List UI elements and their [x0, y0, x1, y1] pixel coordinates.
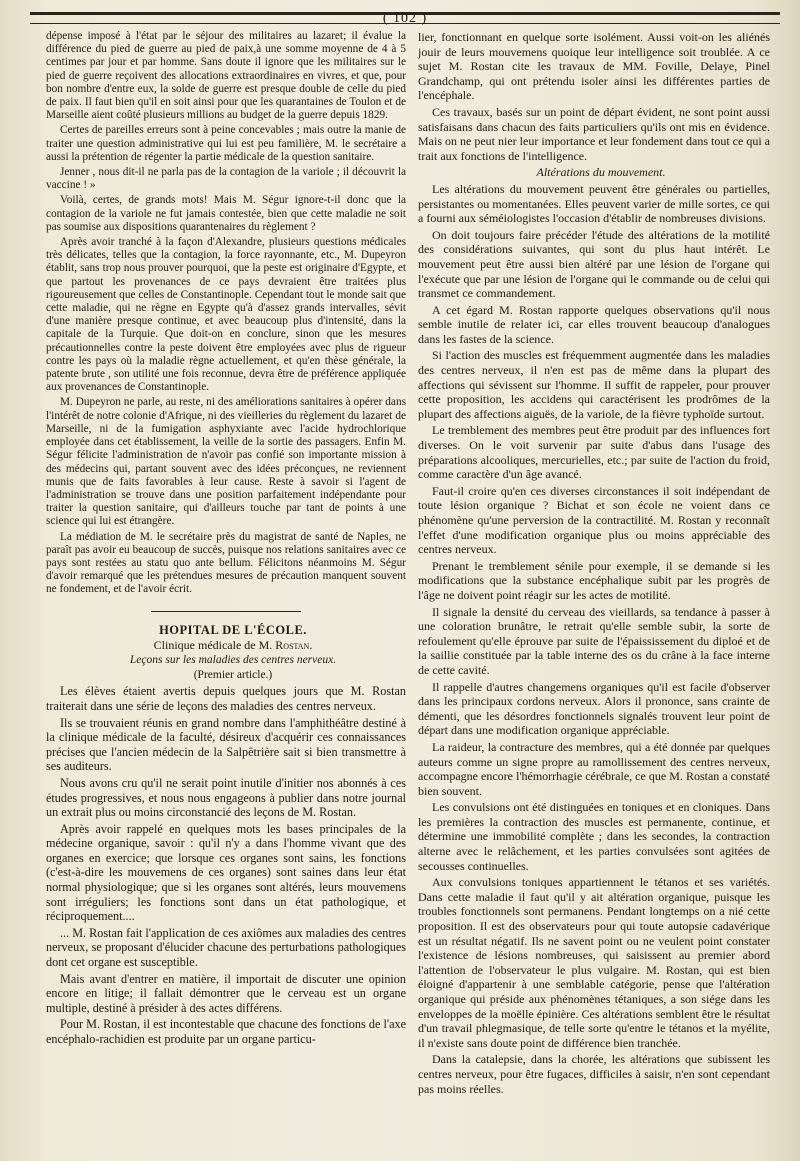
paragraph: dépense imposé à l'état par le séjour des militaires au lazaret; il évalue la différence du pied de guerre au pied de paix,à une somme moyenne de 4 à 5 centimes par jour et par homme. Sans doute il ignore que les militaires sur le pied de guerre reçoivent des allocations extraordinaires en vivres, et que, pour bon nombre d'entre eux, la solde de guerre est presque double de celle du pied de paix. Il faut bien qu'il en soit ainsi pour que les quarantaines de Toulon et de Marseille aient coûté plusieurs millions au budget de la guerre depuis 1829. [46, 30, 406, 122]
paragraph: Aux convulsions toniques appartiennent le tétanos et ses variétés. Dans cette maladie il faut qu'il y ait altération organique, puisque les troubles fonctionnels sont permanens. Pendant longtemps on a nié cette proposition. Il est des observateurs pour qui toute autopsie cadavérique est un résultat négatif. Ils ne savent point ou ne veulent point constater l'existence de lésions nombreuses, qui saisissent au premier abord l'attention de l'observateur le plus vulgaire. M. Rostan, qui est bien éloigné d'appartenir à une semblable catégorie, pense que l'altération organique qui préside aux phénomènes tétaniques, a son siége dans les enveloppes de la moëlle épinière. Ces altérations semblent être le résultat d'un travail phlegmasique, de telle sorte qu'entre le tétanos et la myélite, il n'existe sans doute point de différence bien tranchée. [418, 875, 770, 1050]
left-bottom-article [46, 684, 406, 1046]
paragraph: Si l'action des muscles est fréquemment augmentée dans les maladies des centres nerveux, il n'en est pas de même dans la plupart des affections qui sévissent sur l'homme. Il suffit de rappeler, pour prouver cette proposition, les accidens qui caractérisent les prodrômes de la plupart des affections aiguës, de la variole, de la fièvre typhoïde surtout. [418, 348, 770, 421]
clinic-heading-name: Rostan. [275, 637, 313, 652]
paragraph: On doit toujours faire précéder l'étude des altérations de la motilité des considérations suivantes, qui sont du plus haut intérêt. Le mouvement peut être aussi bien altéré par une lésion de l'organe qui l'exécute que par une lésion de l'organe qui le commande ou de celui qui transmet ce commandement. [418, 227, 770, 301]
right-column [418, 30, 770, 1098]
paragraph: Le tremblement des membres peut être produit par des influences fort diverses. On le voit survenir par suite d'abus dans l'usage des préparations alcooliques, mercurielles, etc.; par suite de l'action du froid, comme caractère d'un âge avancé. [418, 423, 770, 482]
paragraph: La médiation de M. le secrétaire près du magistrat de santé de Naples, ne paraît pas avoir eu beaucoup de succès, puisque nos relations sanitaires avec ce pays sont restées au statu quo ante bellum. Félicitons néanmoins M. Ségur d'avoir remarqué que les prétendues mesures de précaution manquent souvent ne fondement, et de l'avoir écrit. [46, 530, 406, 596]
paragraph: Les convulsions ont été distinguées en toniques et en cloniques. Dans les premières la contraction des muscles est permanente, continue, et détermine une immobilité complète ; dans les secondes, la contraction alterne avec le relâchement, et les parties convulsées sont agitées de secousses continuelles. [418, 800, 770, 873]
header-rule [30, 12, 780, 24]
clinic-heading [46, 639, 406, 652]
paragraph: Les élèves étaient avertis depuis quelques jours que M. Rostan traiterait dans une série de leçons des maladies des centres nerveux. [46, 684, 406, 713]
paragraph: Faut-il croire qu'en ces diverses circonstances il soit indépendant de toute lésion organique ? Bichat et son école ne voient dans ce phénomène qu'une perversion de la contractilité. M. Rostan y reconnaît l'effet d'une modification organique plus ou moins appréciable des centres nerveux. [418, 483, 770, 557]
left-column [46, 30, 406, 1049]
paragraph: La raideur, la contracture des membres, qui a été donnée par quelques auteurs comme un signe propre au ramollissement des centres nerveux, accompagne encore l'hémorrhagie cérébrale, ce que M. Rostan a constaté bien souvent. [418, 739, 770, 798]
paragraph: Ces travaux, basés sur un point de départ évident, ne sont point aussi satisfaisans dans chacun des faits particuliers qu'ils ont mis en évidence. Mais on ne peut nier leur importance et leur fondement dans tout ce qui a trait aux fonctions de l'intelligence. [418, 104, 770, 163]
paragraph: A cet égard M. Rostan rapporte quelques observations qu'il nous semble inutile de relater ici, car elles trouvent beaucoup d'analogues dans les fastes de la science. [418, 302, 770, 346]
paragraph: Certes de pareilles erreurs sont à peine concevables ; mais outre la manie de traiter une question administrative qui lui est peu familière, M. le secrétaire a aussi la prétention de régenter la partie médicale de la question sanitaire. [46, 124, 406, 163]
paragraph: Ils se trouvaient réunis en grand nombre dans l'amphithéâtre destiné à la clinique médicale de la faculté, désireux d'acquérir ces connaissances précises que l'ancien médecin de la Salpêtrière sait si bien transmettre à ses auditeurs. [46, 715, 406, 774]
paragraph: Après avoir rappelé en quelques mots les bases principales de la médecine organique, savoir : qu'il n'y a dans l'homme vivant que des organes en exercice; que lorsque ces organes sont sains, les fonctions (c'est-à-dire les mouvemens de ces organes) sont saines dans leur état normal physiologique; que si les organes sont altérés, leurs mouvemens sont irréguliers; les fonctions sont dans un état pathologique, et réciproquement.... [46, 821, 406, 924]
paragraph: Dans la catalepsie, dans la chorée, les altérations que subissent les centres nerveux, pour être fugaces, difficiles à saisir, n'en sont cependant pas moins réelles. [418, 1052, 770, 1096]
hospital-heading: HOPITAL DE L'ÉCOLE. [159, 622, 307, 637]
paragraph: Voilà, certes, de grands mots! Mais M. Ségur ignore-t-il donc que la contagion de la variole ne fut jamais contestée, bien que cette maladie ne soit pas soumise aux dispositions quarantenaires du règlement ? [46, 194, 406, 233]
paragraph: Mais avant d'entrer en matière, il importait de discuter une opinion encore en litige; il fallait démontrer que le cerveau est un organe multiple, destiné à présider à des actes différens. [46, 971, 406, 1015]
paragraph: Les altérations du mouvement peuvent être générales ou partielles, persistantes ou momentanées. Elles peuvent varier de mille sortes, ce qui a fourni aux séméiologistes l'occasion d'établir de nombreuses divisions. [418, 181, 770, 226]
paragraph: Il signale la densité du cerveau des vieillards, sa tendance à passer à une coloration brunâtre, le retrait qu'elle semble subir, la sorte de refoulement qu'elle éprouve par suite de l'épaississement du diploé et de la saillie constituée par la table interne des os du crâne à la face interne de cette cavité. [418, 604, 770, 677]
page-number: ( 102 ) [382, 11, 428, 26]
paragraph: ... M. Rostan fait l'application de ces axiômes aux maladies des centres nerveux, se proposant d'élucider chacune des perturbations pathologiques dont cet organe est susceptible. [46, 925, 406, 970]
clinic-heading-prefix: Clinique médicale de M. [153, 637, 276, 652]
section-divider [151, 611, 301, 612]
paragraph: Après avoir tranché à la façon d'Alexandre, plusieurs questions médicales très délicates, telles que la contagion, la force rayonnante, etc., M. Dupeyron établit, sans trop nous prouver pourquoi, que la peste est originaire d'Egypte, et que partout les provenances de ce pays devraient être traitées plus rigoureusement que celles de Constantinople. Cependant tout le monde sait que cette maladie, qui ne règne en Egypte qu'à d'assez grands intervalles, sévit d'une manière presque continue, et avec beaucoup plus d'intensité, dans la capitale de la Turquie. Que doit-on en conclure, sinon que les mesures précautionnelles contre la peste doivent être employées avec plus de rigueur contre les pays où la maladie règne actuellement, et qu'en thèse générale, la patente brute , son utilité une fois reconnue, devra être de préférence appliquée aux provenances de Constantinople. [46, 236, 406, 394]
article-label: (Premier article.) [193, 669, 273, 682]
paragraph: Il rappelle d'autres changemens organiques qu'il est facile d'observer dans les principaux cordons nerveux. Alors il prononce, sans crainte de démenti, que les désordres fonctionnels signalés trouvent leur point de départ dans une modification organique appréciable. [418, 679, 770, 738]
paragraph: Nous avons cru qu'il ne serait point inutile d'initier nos abonnés à ces études progressives, et nous nous engageons à publier dans notre journal un extrait plus ou moins circonstancié des leçons de M. Rostan. [46, 775, 406, 820]
paragraph: Prenant le tremblement sénile pour exemple, il se demande si les modifications que la substance encéphalique subit par les progrès de l'âge ne doivent point réagir sur les actes de motilité. [418, 558, 770, 602]
paragraph: Jenner , nous dit-il ne parla pas de la contagion de la variole ; il découvrit la vaccine ! » [46, 166, 406, 192]
left-top-article [46, 30, 406, 597]
paragraph: Pour M. Rostan, il est incontestable que chacune des fonctions de l'axe encéphalo-rachidien est produite par un organe particu- [46, 1017, 406, 1046]
lessons-heading: Leçons sur les maladies des centres nerveux. [129, 653, 337, 666]
paragraph: lier, fonctionnant en quelque sorte isolément. Aussi voit-on les aliénés jouir de leurs mouvemens quoique leur intelligence soit troublée. A ce sujet M. Rostan cite les travaux de MM. Foville, Delaye, Pinel Grandchamp, qui ont prétendu isoler ainsi les différentes parties de l'encéphale. [418, 30, 770, 103]
movement-heading: Altérations du mouvement. [536, 165, 666, 180]
paragraph: M. Dupeyron ne parle, au reste, ni des améliorations sanitaires à opérer dans l'intérêt de notre colonie d'Afrique, ni des vieilleries du règlement du lazaret de Marseille, ni de la fumigation asphyxiante avec l'acide hydrochlorique employée dans cet établissement, la veille de la sortie des passagers. Enfin M. Ségur félicite l'administration de n'avoir pas confié son importante mission à des médecins qui, partant souvent avec des idées préconçues, ne reviennent munis que de faits favorables à leur cause. Reste à savoir si l'agent de l'administration se trouve dans une position parfaitement indépendante pour traiter la question sanitaire, qui d'ailleurs touche par tant de points à une science qui lui est étrangère. [46, 396, 406, 528]
